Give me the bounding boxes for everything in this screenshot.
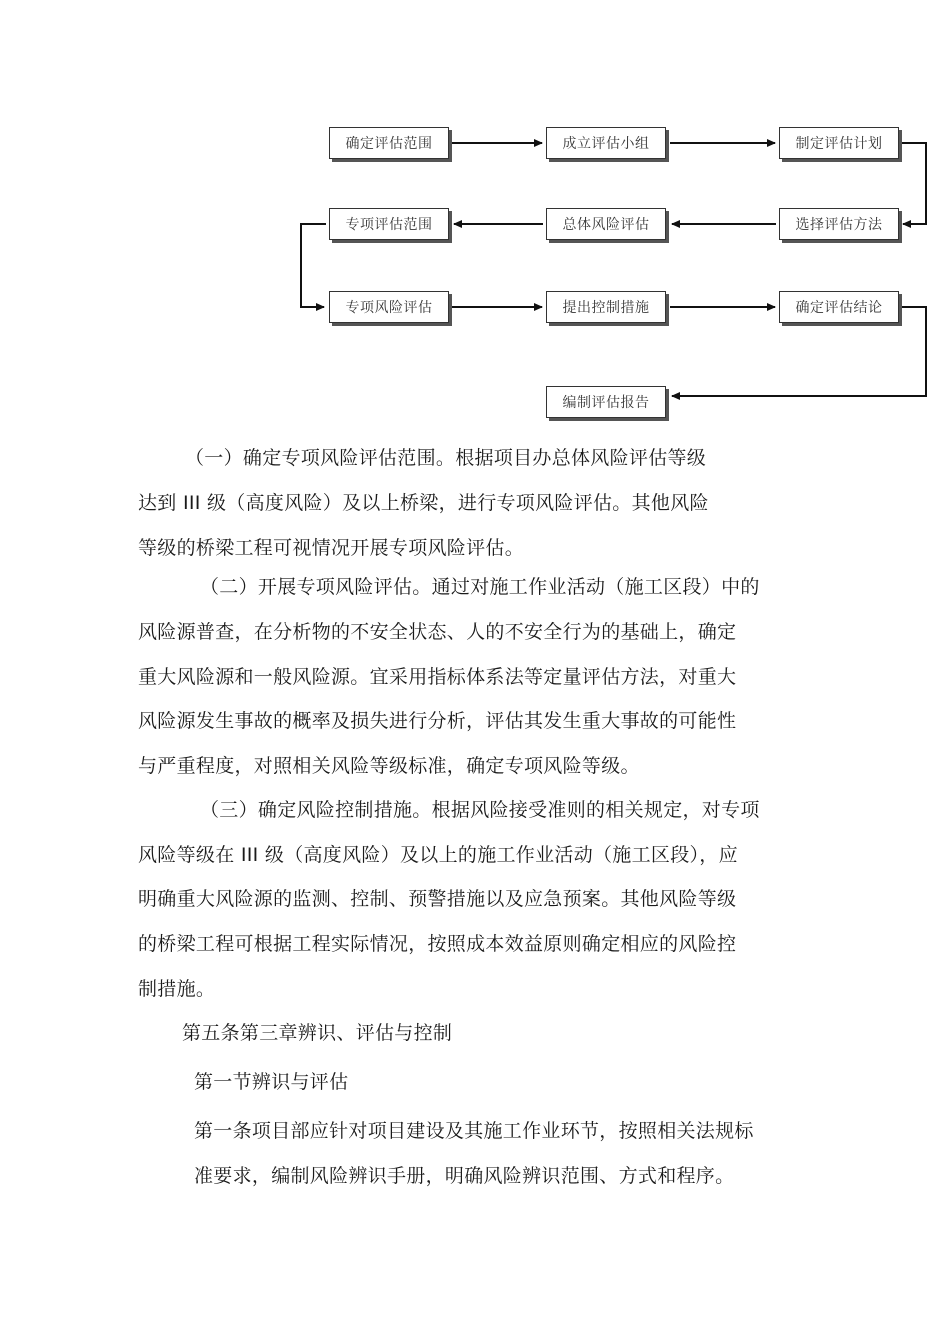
node-overall-risk: 总体风险评估: [546, 208, 666, 240]
paragraph-2-line-2: 风险源普查，在分析物的不安全状态、人的不安全行为的基础上，确定: [138, 621, 737, 643]
article-line-1: 第一条项目部应针对项目建设及其施工作业环节，按照相关法规标: [194, 1120, 754, 1142]
paragraph-1-line-3: 等级的桥梁工程可视情况开展专项风险评估。: [138, 537, 525, 559]
node-form-team: 成立评估小组: [546, 127, 666, 159]
arrow-3-4: [902, 143, 926, 224]
node-report: 编制评估报告: [546, 386, 666, 418]
node-make-plan: 制定评估计划: [779, 127, 899, 159]
paragraph-3-line-3: 明确重大风险源的监测、控制、预警措施以及应急预案。其他风险等级: [138, 888, 737, 910]
paragraph-2-line-3: 重大风险源和一般风险源。宜采用指标体系法等定量评估方法，对重大: [138, 666, 737, 688]
paragraph-2-line-4: 风险源发生事故的概率及损失进行分析，评估其发生重大事故的可能性: [138, 710, 737, 732]
paragraph-3-line-1: （三）确定风险控制措施。根据风险接受准则的相关规定，对专项: [200, 799, 760, 821]
paragraph-3-line-4: 的桥梁工程可根据工程实际情况，按照成本效益原则确定相应的风险控: [138, 933, 737, 955]
node-conclusion: 确定评估结论: [779, 291, 899, 323]
node-special-scope: 专项评估范围: [329, 208, 449, 240]
paragraph-1-line-1: （一）确定专项风险评估范围。根据项目办总体风险评估等级: [185, 447, 707, 469]
paragraph-1-line-2: 达到 III 级（高度风险）及以上桥梁，进行专项风险评估。其他风险: [138, 492, 709, 514]
chapter-heading: 第五条第三章辨识、评估与控制: [182, 1022, 453, 1044]
section-heading: 第一节辨识与评估: [194, 1071, 349, 1093]
paragraph-3-line-2: 风险等级在 III 级（高度风险）及以上的施工作业活动（施工区段），应: [138, 844, 738, 866]
node-control-measures: 提出控制措施: [546, 291, 666, 323]
node-special-risk: 专项风险评估: [329, 291, 449, 323]
arrow-6-7: [301, 224, 326, 307]
risk-assessment-flowchart: [0, 0, 950, 430]
paragraph-2-line-1: （二）开展专项风险评估。通过对施工作业活动（施工区段）中的: [200, 576, 760, 598]
paragraph-2-line-5: 与严重程度，对照相关风险等级标准，确定专项风险等级。: [138, 755, 640, 777]
node-define-scope: 确定评估范围: [329, 127, 449, 159]
node-choose-method: 选择评估方法: [779, 208, 899, 240]
paragraph-3-line-5: 制措施。: [138, 978, 216, 1000]
article-line-2: 准要求，编制风险辨识手册，明确风险辨识范围、方式和程序。: [194, 1165, 735, 1187]
